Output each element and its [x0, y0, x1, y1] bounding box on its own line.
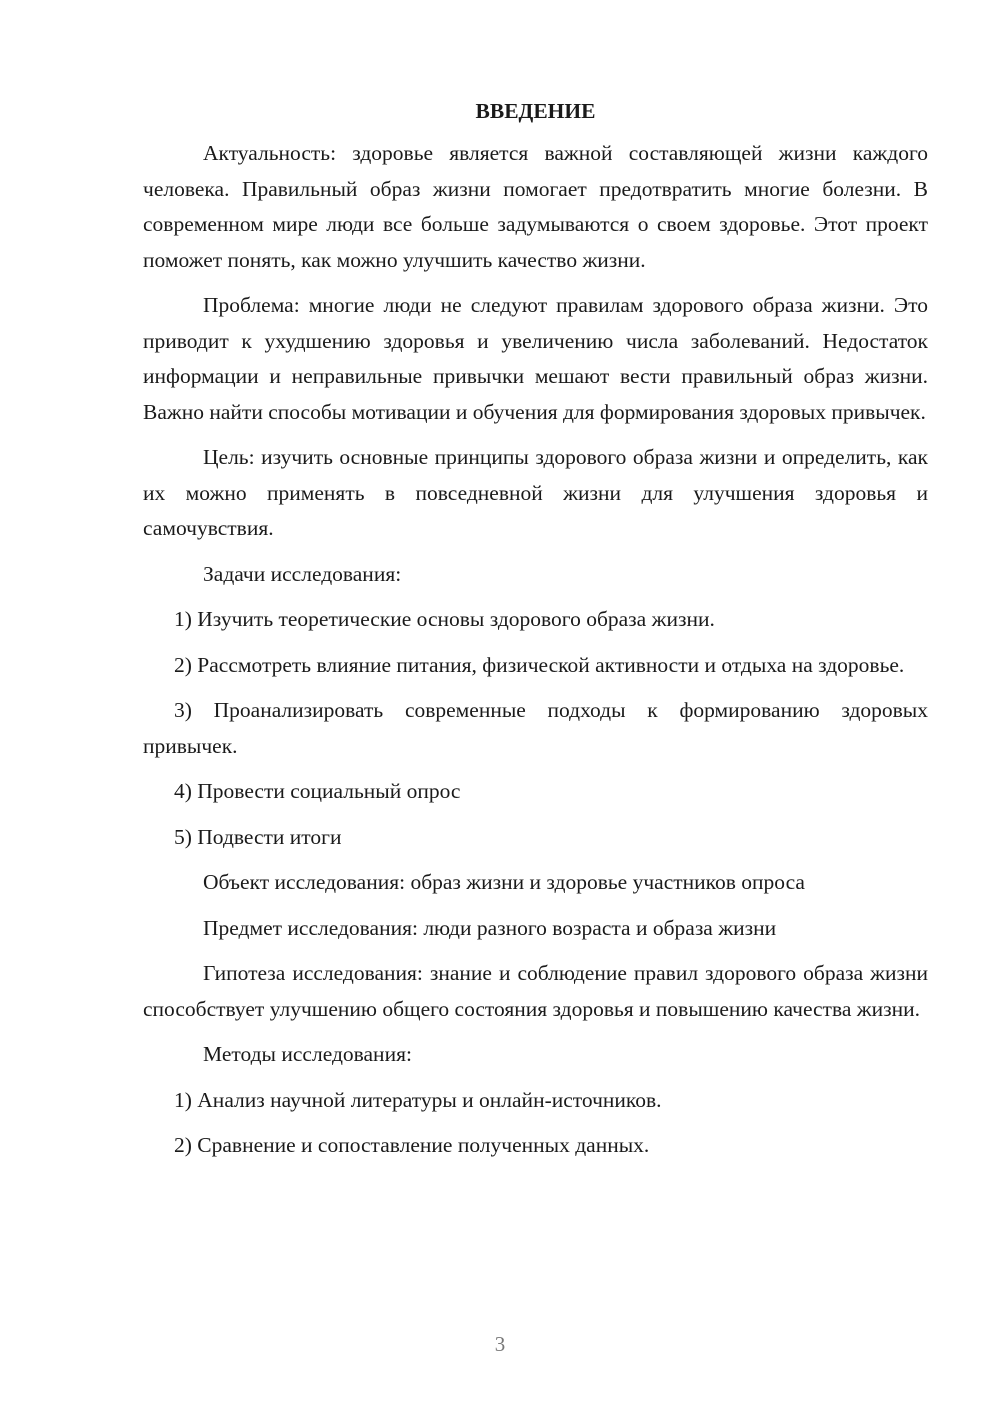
tasks-heading: Задачи исследования: [203, 561, 402, 586]
methods-heading: Методы исследования: [203, 1042, 412, 1066]
object-paragraph: Объект исследования: образ жизни и здоровье участников опроса [203, 870, 805, 894]
task-item: 5) Подвести итоги [174, 824, 342, 849]
problem-paragraph: Проблема: многие люди не следуют правилам здорового образа жизни. Это приводит к ухудшению здоровья и увеличению числа заболеваний. Недостаток информации и неправильные привычки мешают вести правильный образ жизни. Важно найти способы мотивации и обучения для формирования здоровых привычек. [143, 293, 928, 424]
task-item: 1) Изучить теоретические основы здорового образа жизни. [174, 607, 715, 631]
hypothesis-paragraph: Гипотеза исследования: знание и соблюдение правил здорового образа жизни способствует улучшению общего состояния здоровья и повышению качества жизни. [143, 961, 928, 1021]
method-item: 2) Сравнение и сопоставление полученных данных. [174, 1133, 650, 1157]
page-number: 3 [494, 1332, 506, 1356]
task-item: 4) Провести социальный опрос [174, 779, 461, 803]
task-item: 2) Рассмотреть влияние питания, физической активности и отдыха на здоровье. [174, 652, 905, 677]
page-content [143, 96, 928, 1174]
section-title: ВВЕДЕНИЕ [475, 99, 596, 123]
relevance-paragraph: Актуальность: здоровье является важной составляющей жизни каждого человека. Правильный образ жизни помогает предотвратить многие болезни. В современном мире люди все больше задумываются о своем здоровье. Этот проект поможет понять, как можно улучшить качество жизни. [143, 141, 928, 272]
task-item: 3) Проанализировать современные подходы к формированию здоровых привычек. [143, 698, 928, 758]
subject-paragraph: Предмет исследования: люди разного возраста и образа жизни [203, 915, 777, 940]
method-item: 1) Анализ научной литературы и онлайн-источников. [174, 1087, 662, 1112]
goal-paragraph: Цель: изучить основные принципы здорового образа жизни и определить, как их можно применять в повседневной жизни для улучшения здоровья и самочувствия. [143, 445, 928, 540]
